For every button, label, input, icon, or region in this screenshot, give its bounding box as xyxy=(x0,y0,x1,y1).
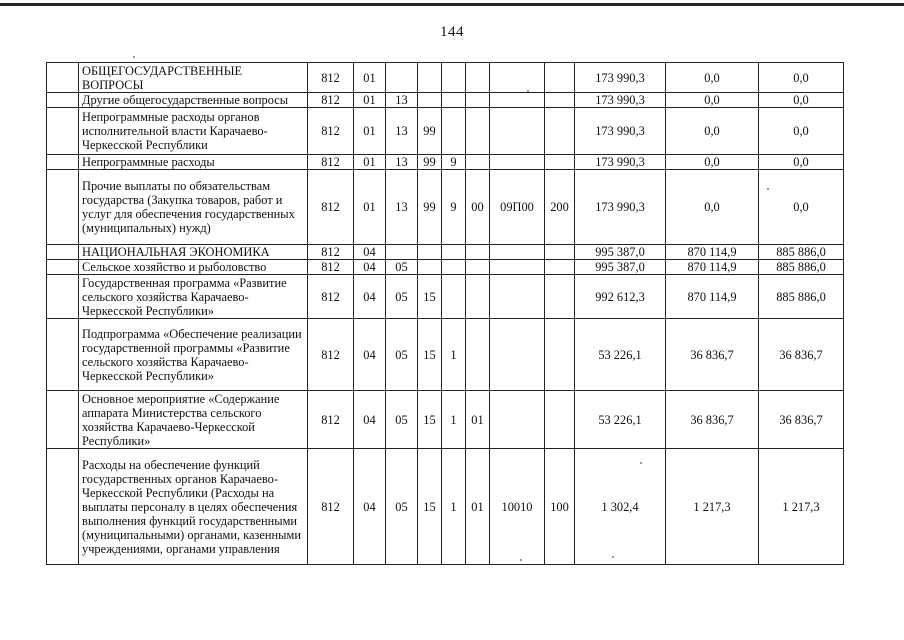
cell-cs1: 15 xyxy=(418,391,442,449)
blank-cell xyxy=(47,319,79,391)
cell-cs2: 1 xyxy=(442,449,466,565)
scan-speck xyxy=(527,90,529,92)
cell-y2: 0,0 xyxy=(666,108,759,155)
cell-vr: 200 xyxy=(545,170,575,245)
cell-rz: 01 xyxy=(354,170,386,245)
cell-ved: 812 xyxy=(308,449,354,565)
cell-y1: 173 990,3 xyxy=(575,93,666,108)
cell-y3: 885 886,0 xyxy=(759,275,844,319)
cell-y1: 1 302,4 xyxy=(575,449,666,565)
cell-cs4 xyxy=(490,108,545,155)
table-row xyxy=(47,319,844,391)
cell-cs1 xyxy=(418,63,442,93)
cell-cs2: 9 xyxy=(442,155,466,170)
cell-pr: 05 xyxy=(386,391,418,449)
cell-rz: 04 xyxy=(354,449,386,565)
cell-y2: 1 217,3 xyxy=(666,449,759,565)
cell-name: Основное мероприятие «Содержание аппарата Министерства сельского хозяйства Карачаево-Черкесской Республики» xyxy=(79,391,308,449)
cell-ved: 812 xyxy=(308,170,354,245)
cell-rz: 04 xyxy=(354,275,386,319)
cell-ved: 812 xyxy=(308,63,354,93)
cell-y1: 173 990,3 xyxy=(575,155,666,170)
cell-pr: 13 xyxy=(386,108,418,155)
cell-cs2 xyxy=(442,63,466,93)
cell-name: Государственная программа «Развитие сельского хозяйства Карачаево-Черкесской Республики» xyxy=(79,275,308,319)
blank-cell xyxy=(47,170,79,245)
cell-ved: 812 xyxy=(308,93,354,108)
cell-cs4 xyxy=(490,245,545,260)
cell-cs1: 99 xyxy=(418,170,442,245)
table-row xyxy=(47,260,844,275)
cell-ved: 812 xyxy=(308,245,354,260)
cell-name: Непрограммные расходы органов исполнительной власти Карачаево-Черкесской Республики xyxy=(79,108,308,155)
cell-cs2 xyxy=(442,260,466,275)
table-row xyxy=(47,449,844,565)
cell-cs3 xyxy=(466,63,490,93)
cell-pr: 05 xyxy=(386,319,418,391)
blank-cell xyxy=(47,260,79,275)
cell-rz: 04 xyxy=(354,260,386,275)
cell-y3: 885 886,0 xyxy=(759,245,844,260)
cell-name: Прочие выплаты по обязательствам государства (Закупка товаров, работ и услуг для обеспечения государственных (муниципальных) нужд) xyxy=(79,170,308,245)
table-row xyxy=(47,275,844,319)
cell-cs1 xyxy=(418,93,442,108)
cell-cs1: 15 xyxy=(418,449,442,565)
table-row xyxy=(47,108,844,155)
blank-cell xyxy=(47,108,79,155)
cell-y1: 995 387,0 xyxy=(575,245,666,260)
cell-y2: 36 836,7 xyxy=(666,391,759,449)
cell-name: ОБЩЕГОСУДАРСТВЕННЫЕ ВОПРОСЫ xyxy=(79,63,308,93)
cell-name: Другие общегосударственные вопросы xyxy=(79,93,308,108)
table-row xyxy=(47,170,844,245)
cell-cs1: 99 xyxy=(418,108,442,155)
cell-cs3 xyxy=(466,93,490,108)
cell-cs1 xyxy=(418,260,442,275)
cell-rz: 01 xyxy=(354,63,386,93)
scan-speck xyxy=(520,559,522,561)
cell-pr: 13 xyxy=(386,170,418,245)
cell-y2: 0,0 xyxy=(666,170,759,245)
cell-cs4 xyxy=(490,93,545,108)
cell-y2: 0,0 xyxy=(666,93,759,108)
cell-cs3 xyxy=(466,155,490,170)
cell-y3: 0,0 xyxy=(759,63,844,93)
cell-cs3: 00 xyxy=(466,170,490,245)
cell-vr xyxy=(545,93,575,108)
cell-pr: 05 xyxy=(386,275,418,319)
cell-cs2: 9 xyxy=(442,170,466,245)
cell-cs4 xyxy=(490,63,545,93)
cell-ved: 812 xyxy=(308,275,354,319)
blank-cell xyxy=(47,93,79,108)
cell-pr: 13 xyxy=(386,93,418,108)
cell-y2: 870 114,9 xyxy=(666,245,759,260)
cell-cs3 xyxy=(466,319,490,391)
blank-cell xyxy=(47,449,79,565)
cell-vr xyxy=(545,63,575,93)
cell-cs2: 1 xyxy=(442,391,466,449)
cell-y1: 173 990,3 xyxy=(575,170,666,245)
budget-table xyxy=(46,62,844,565)
cell-cs4 xyxy=(490,391,545,449)
cell-y3: 0,0 xyxy=(759,155,844,170)
cell-y2: 870 114,9 xyxy=(666,275,759,319)
cell-cs3 xyxy=(466,108,490,155)
cell-cs3 xyxy=(466,260,490,275)
cell-y3: 0,0 xyxy=(759,170,844,245)
cell-vr xyxy=(545,319,575,391)
cell-cs1: 15 xyxy=(418,275,442,319)
cell-y1: 53 226,1 xyxy=(575,319,666,391)
cell-cs4 xyxy=(490,155,545,170)
cell-cs4 xyxy=(490,319,545,391)
cell-y1: 995 387,0 xyxy=(575,260,666,275)
cell-y1: 173 990,3 xyxy=(575,63,666,93)
cell-y1: 53 226,1 xyxy=(575,391,666,449)
top-rule xyxy=(0,3,904,6)
cell-y3: 36 836,7 xyxy=(759,319,844,391)
scan-speck xyxy=(767,188,769,190)
cell-ved: 812 xyxy=(308,391,354,449)
cell-y3: 1 217,3 xyxy=(759,449,844,565)
cell-name: Сельское хозяйство и рыболовство xyxy=(79,260,308,275)
cell-cs1: 99 xyxy=(418,155,442,170)
cell-cs4: 10010 xyxy=(490,449,545,565)
cell-cs4 xyxy=(490,275,545,319)
cell-vr xyxy=(545,155,575,170)
cell-pr xyxy=(386,245,418,260)
table-row xyxy=(47,391,844,449)
cell-cs3: 01 xyxy=(466,391,490,449)
cell-cs4: 09П00 xyxy=(490,170,545,245)
cell-ved: 812 xyxy=(308,319,354,391)
cell-y1: 992 612,3 xyxy=(575,275,666,319)
cell-y2: 0,0 xyxy=(666,63,759,93)
cell-rz: 04 xyxy=(354,245,386,260)
cell-pr: 05 xyxy=(386,449,418,565)
cell-cs1 xyxy=(418,245,442,260)
cell-vr xyxy=(545,391,575,449)
cell-y2: 0,0 xyxy=(666,155,759,170)
cell-pr: 13 xyxy=(386,155,418,170)
cell-y3: 0,0 xyxy=(759,108,844,155)
cell-y1: 173 990,3 xyxy=(575,108,666,155)
cell-vr xyxy=(545,260,575,275)
cell-cs3: 01 xyxy=(466,449,490,565)
cell-y3: 0,0 xyxy=(759,93,844,108)
table-row xyxy=(47,155,844,170)
blank-cell xyxy=(47,63,79,93)
cell-vr xyxy=(545,275,575,319)
blank-cell xyxy=(47,155,79,170)
cell-cs2 xyxy=(442,275,466,319)
cell-pr: 05 xyxy=(386,260,418,275)
cell-vr xyxy=(545,245,575,260)
scan-speck xyxy=(133,56,135,58)
cell-ved: 812 xyxy=(308,155,354,170)
cell-name: НАЦИОНАЛЬНАЯ ЭКОНОМИКА xyxy=(79,245,308,260)
blank-cell xyxy=(47,391,79,449)
scan-speck xyxy=(612,556,614,558)
cell-name: Расходы на обеспечение функций государственных органов Карачаево-Черкесской Республики (Расходы на выплаты персоналу в целях обеспечения выполнения функций государственными (муниципальными) органами, казенными учреждениями, органами управления xyxy=(79,449,308,565)
cell-pr xyxy=(386,63,418,93)
page-number: 144 xyxy=(440,24,464,40)
table-row xyxy=(47,63,844,93)
cell-ved: 812 xyxy=(308,260,354,275)
cell-cs4 xyxy=(490,260,545,275)
cell-cs2: 1 xyxy=(442,319,466,391)
cell-cs2 xyxy=(442,245,466,260)
cell-rz: 04 xyxy=(354,319,386,391)
scan-speck xyxy=(640,462,642,464)
blank-cell xyxy=(47,275,79,319)
table-body xyxy=(47,63,844,565)
cell-cs3 xyxy=(466,245,490,260)
cell-vr: 100 xyxy=(545,449,575,565)
cell-rz: 04 xyxy=(354,391,386,449)
cell-cs2 xyxy=(442,108,466,155)
cell-vr xyxy=(545,108,575,155)
cell-name: Непрограммные расходы xyxy=(79,155,308,170)
cell-cs2 xyxy=(442,93,466,108)
cell-rz: 01 xyxy=(354,108,386,155)
cell-rz: 01 xyxy=(354,155,386,170)
cell-name: Подпрограмма «Обеспечение реализации государственной программы «Развитие сельского хозяйства Карачаево-Черкесской Республики» xyxy=(79,319,308,391)
cell-ved: 812 xyxy=(308,108,354,155)
cell-y2: 870 114,9 xyxy=(666,260,759,275)
cell-y3: 36 836,7 xyxy=(759,391,844,449)
cell-cs1: 15 xyxy=(418,319,442,391)
table-row xyxy=(47,93,844,108)
cell-rz: 01 xyxy=(354,93,386,108)
cell-cs3 xyxy=(466,275,490,319)
table-row xyxy=(47,245,844,260)
blank-cell xyxy=(47,245,79,260)
cell-y2: 36 836,7 xyxy=(666,319,759,391)
cell-y3: 885 886,0 xyxy=(759,260,844,275)
